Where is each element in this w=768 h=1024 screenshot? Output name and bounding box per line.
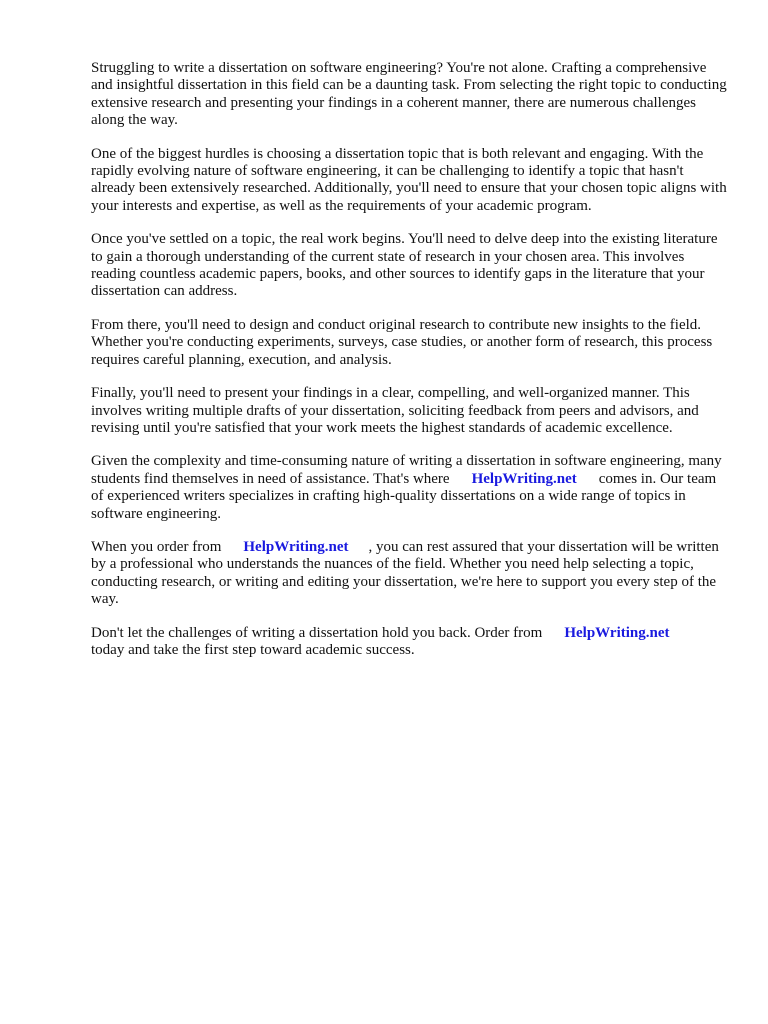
paragraph-assistance (91, 453, 731, 523)
paragraph-closing-text-before: Don't let the challenges of writing a dissertation hold you back. Order from (91, 624, 543, 641)
paragraph-order (91, 539, 731, 609)
paragraph-assistance-text-before: Given the complexity and time-consuming nature of writing a dissertation in software engineering, many students find themselves in need of assistance. That's where (91, 453, 722, 487)
paragraph-assistance-text-after: comes in. Our team of experienced writers specializes in crafting high-quality dissertations on a wide range of topics in software engineering. (91, 470, 717, 522)
paragraph-order-text-before: When you order from (91, 538, 222, 555)
helpwriting-link-1[interactable]: HelpWriting.net (471, 470, 577, 487)
paragraph-findings: Finally, you'll need to present your findings in a clear, compelling, and well-organized manner. This involves writing multiple drafts of your dissertation, soliciting feedback from peers and advisors, and revising until you're satisfied that your work meets the highest standards of academic excellence. (91, 385, 699, 436)
paragraph-research: From there, you'll need to design and conduct original research to contribute new insights to the field. Whether you're conducting experiments, surveys, case studies, or another form of research, this process requires careful planning, execution, and analysis. (91, 316, 713, 368)
paragraph-closing (91, 625, 731, 660)
document-body (91, 60, 731, 675)
paragraph-topic-hurdle: One of the biggest hurdles is choosing a dissertation topic that is both relevant and engaging. With the rapidly evolving nature of software engineering, it can be challenging to identify a topic that hasn't already been extensively researched. Additionally, you'll need to ensure that your chosen topic aligns with your interests and expertise, as well as the requirements of your academic program. (91, 145, 727, 214)
helpwriting-link-3[interactable]: HelpWriting.net (564, 624, 670, 641)
paragraph-intro: Struggling to write a dissertation on software engineering? You're not alone. Crafting a comprehensive and insightful dissertation in this field can be a daunting task. From selecting the right topic to conducting extensive research and presenting your findings in a coherent manner, there are numerous challenges along the way. (91, 60, 727, 129)
helpwriting-link-2[interactable]: HelpWriting.net (243, 538, 349, 555)
paragraph-literature: Once you've settled on a topic, the real work begins. You'll need to delve deep into the existing literature to gain a thorough understanding of the current state of research in your chosen area. This involves reading countless academic papers, books, and other sources to identify gaps in the literature that your dissertation can address. (91, 231, 718, 300)
paragraph-closing-text-after: today and take the first step toward academic success. (91, 641, 415, 658)
paragraph-order-text-after: , you can rest assured that your dissertation will be written by a professional who understands the nuances of the field. Whether you need help selecting a topic, conducting research, or writing and editing your dissertation, we're here to support you every step of the way. (91, 538, 719, 608)
